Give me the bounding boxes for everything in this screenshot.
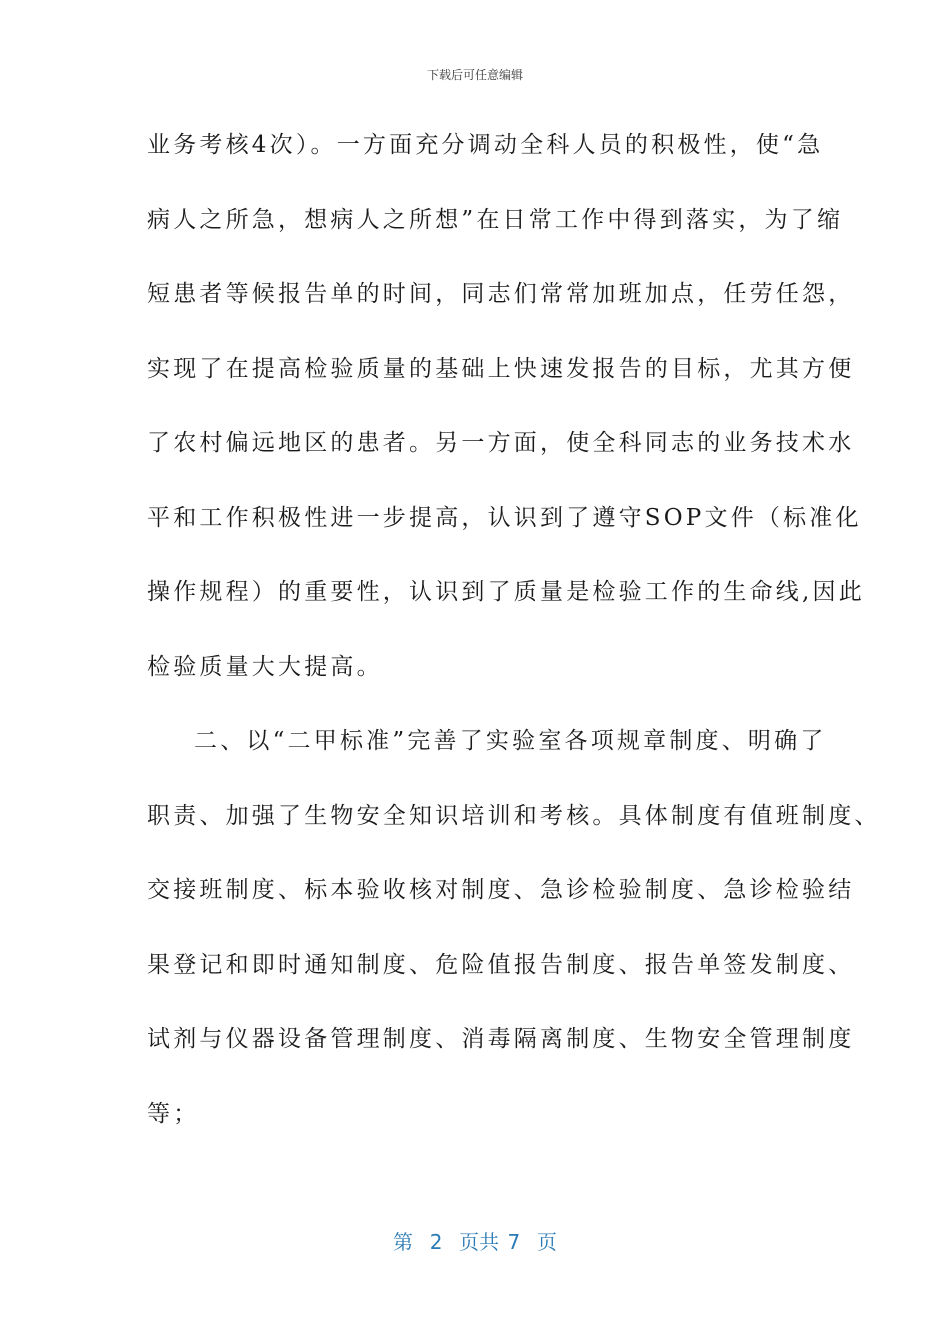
paragraph-line: 平和工作积极性进一步提高，认识到了遵守SOP文件（标准化 bbox=[147, 504, 862, 531]
paragraph-line: 果登记和即时通知制度、危险值报告制度、报告单签发制度、 bbox=[147, 951, 855, 978]
page-header: 下载后可任意编辑 bbox=[426, 68, 523, 82]
page-number-footer: 第 2 页共 7 页 bbox=[393, 1230, 557, 1254]
document-body bbox=[147, 127, 881, 1170]
paragraph-line: 病人之所急，想病人之所想”在日常工作中得到落实，为了缩 bbox=[147, 206, 844, 233]
paragraph-line: 短患者等候报告单的时间，同志们常常加班加点，任劳任怨， bbox=[147, 281, 855, 307]
paragraph-line: 实现了在提高检验质量的基础上快速发报告的目标，尤其方便 bbox=[147, 355, 855, 382]
paragraph-line: 职责、加强了生物安全知识培训和考核。具体制度有值班制度、 bbox=[147, 802, 881, 829]
paragraph-line: 交接班制度、标本验收核对制度、急诊检验制度、急诊检验结 bbox=[147, 877, 855, 903]
paragraph-line: 了农村偏远地区的患者。另一方面，使全科同志的业务技术水 bbox=[147, 430, 855, 456]
paragraph-line: 二、以“二甲标准”完善了实验室各项规章制度、明确了 bbox=[194, 728, 827, 754]
paragraph-line: 业务考核4次）。一方面充分调动全科人员的积极性，使“急 bbox=[147, 132, 824, 158]
paragraph-line: 检验质量大大提高。 bbox=[147, 653, 383, 680]
paragraph-line: 试剂与仪器设备管理制度、消毒隔离制度、生物安全管理制度 bbox=[147, 1026, 855, 1052]
paragraph-line: 操作规程）的重要性，认识到了质量是检验工作的生命线,因此 bbox=[147, 579, 865, 605]
paragraph-line: 等； bbox=[147, 1100, 200, 1127]
